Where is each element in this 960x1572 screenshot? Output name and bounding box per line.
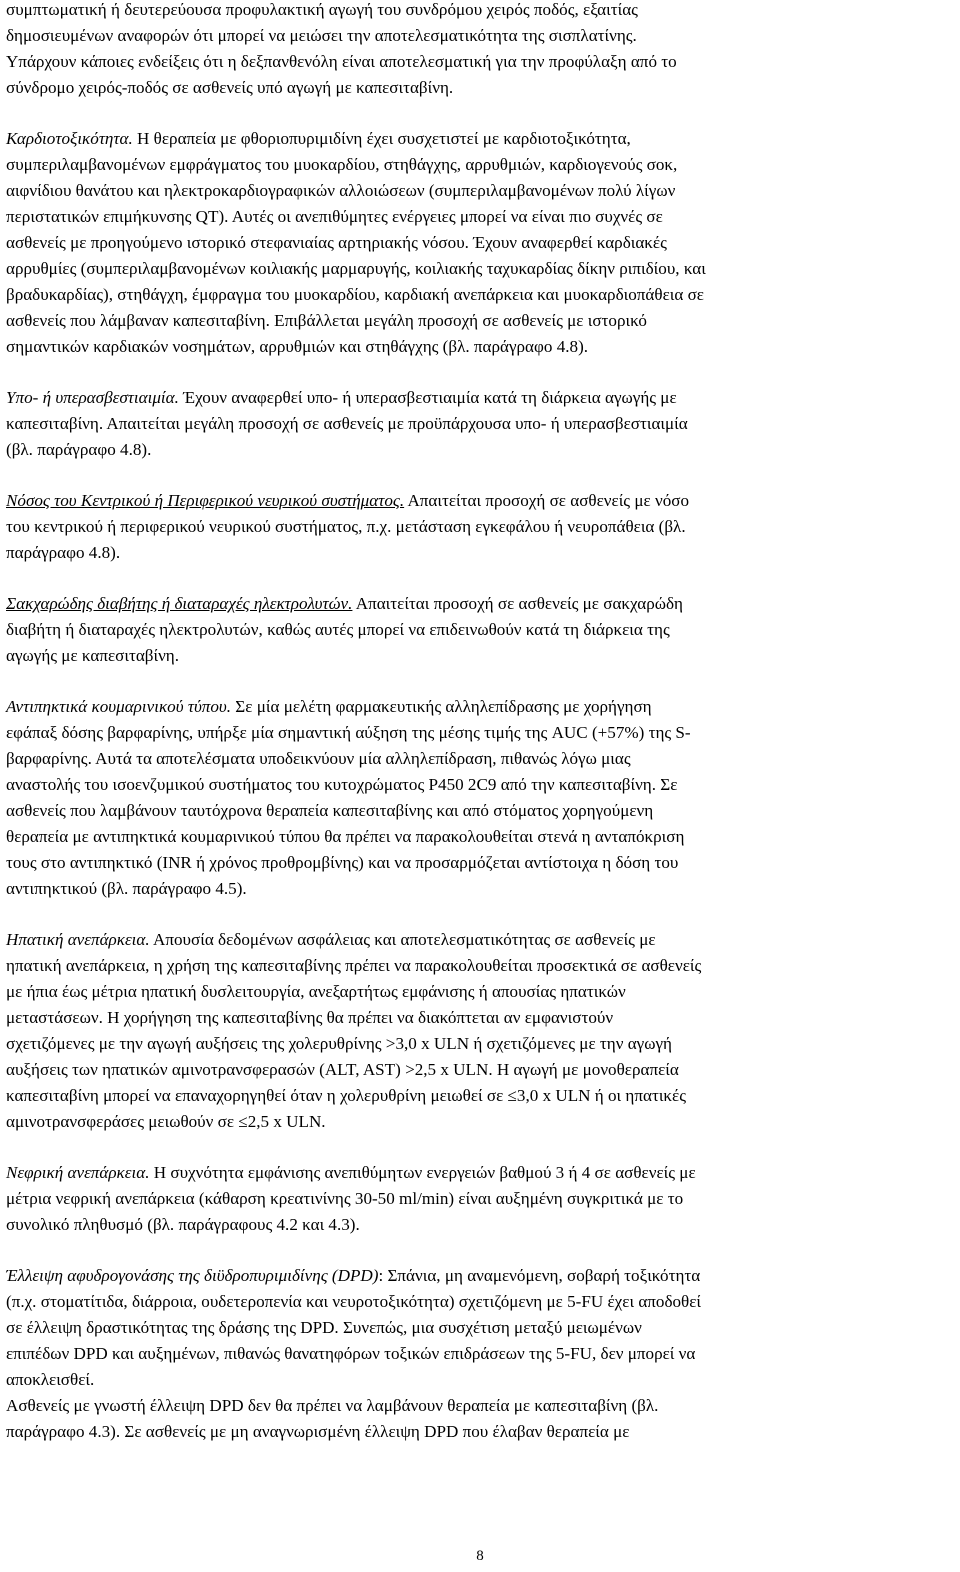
paragraph-dpd: Έλλειψη αφυδρογονάσης της διϋδροπυριμιδίνης (DPD): Σπάνια, μη αναμενόμενη, σοβαρή τοξικότητα (π.χ. στοματίτιδα, διάρροια, ουδετεροπενία και νευροτοξικότητα) σχετιζόμενη με 5-FU έχει αποδοθεί σε έλλειψη δραστικότητας της δράσης της DPD. Συνεπώς, μια συσχέτιση μεταξύ μειωμένων επιπέδων DPD και αυξημένων, πιθανώς θανατηφόρων τοξικών επιδράσεων της 5-FU, δεν μπορεί να αποκλεισθεί. (6, 1266, 702, 1389)
section-heading-cardiotoxicity: Καρδιοτοξικότητα. (6, 129, 133, 148)
paragraph-hepatic: Ηπατική ανεπάρκεια. Απουσία δεδομένων ασφάλειας και αποτελεσματικότητας σε ασθενείς με ηπατική ανεπάρκεια, η χρήση της καπεσιταβίνης πρέπει να παρακολουθείται προσεκτικά σε ασθενείς με ήπια έως μέτρια ηπατική δυσλειτουργία, ανεξαρτήτως εμφάνισης ή απουσίας ηπατικών μεταστάσεων. Η χορήγηση της καπεσιταβίνης θα πρέπει να διακόπτεται αν εμφανιστούν σχετιζόμενες με την αγωγή αυξήσεις της χολερυθρίνης >3,0 x ULN ή σχετιζόμενες με την αγωγή αυξήσεις των ηπατικών αμινοτρανσφερασών (ALT, AST) >2,5 x ULN. Η αγωγή με μονοθεραπεία καπεσιταβίνη μπορεί να επαναχορηγηθεί όταν η χολερυθρίνη μειωθεί σε ≤3,0 x ULN ή οι ηπατικές αμινοτρανσφεράσες μειωθούν σε ≤2,5 x ULN. (6, 930, 702, 1131)
document-page (6, 0, 954, 1445)
paragraph-cardiotoxicity: Καρδιοτοξικότητα. Η θεραπεία με φθοριοπυριμιδίνη έχει συσχετιστεί με καρδιοτοξικότητα, συμπεριλαμβανομένων εμφράγματος του μυοκαρδίου, στηθάγχης, αρρυθμιών, καρδιογενούς σοκ, αιφνίδιου θανάτου και ηλεκτροκαρδιογραφικών αλλοιώσεων (συμπεριλαμβανομένων πολύ λίγων περιστατικών επιμήκυνσης QT). Αυτές οι ανεπιθύμητες ενέργειες μπορεί να είναι πιο συχνές σε ασθενείς με προηγούμενο ιστορικό στεφανιαίας αρτηριακής νόσου. Έχουν αναφερθεί καρδιακές αρρυθμίες (συμπεριλαμβανομένων κοιλιακής μαρμαρυγής, κοιλιακής ταχυκαρδίας δίκην ριπιδίου, και βραδυκαρδίας), στηθάγχη, έμφραγμα του μυοκαρδίου, καρδιακή ανεπάρκεια και μυοκαρδιοπάθεια σε ασθενείς που λάμβαναν καπεσιταβίνη. Επιβάλλεται μεγάλη προσοχή σε ασθενείς με ιστορικό σημαντικών καρδιακών νοσημάτων, αρρυθμιών και στηθάγχης (βλ. παράγραφο 4.8). (6, 129, 706, 356)
paragraph-renal: Νεφρική ανεπάρκεια. Η συχνότητα εμφάνισης ανεπιθύμητων ενεργειών βαθμού 3 ή 4 σε ασθενείς με μέτρια νεφρική ανεπάρκεια (κάθαρση κρεατινίνης 30-50 ml/min) είναι αυξημένη συγκριτικά με το συνολικό πληθυσμό (βλ. παράγραφους 4.2 και 4.3). (6, 1163, 696, 1234)
paragraph-coumarin: Αντιπηκτικά κουμαρινικού τύπου. Σε μία μελέτη φαρμακευτικής αλληλεπίδρασης με χορήγηση εφάπαξ δόσης βαρφαρίνης, υπήρξε μία σημαντική αύξηση της μέσης τιμής της AUC (+57%) της S- βαρφαρίνης. Αυτά τα αποτελέσματα υποδεικνύουν μία αλληλεπίδραση, πιθανώς λόγω μιας αναστολής του ισοενζυμικού συστήματος του κυτοχρώματος P450 2C9 από την καπεσιταβίνη. Σε ασθενείς που λαμβάνουν ταυτόχρονα θεραπεία καπεσιταβίνης και από στόματος χορηγούμενη θεραπεία με αντιπηκτικά κουμαρινικού τύπου θα πρέπει να παρακολουθείται στενά η ανταπόκριση τους στο αντιπηκτικό (INR ή χρόνος προθρομβίνης) και να προσαρμόζεται αντίστοιχα η δόση του αντιπηκτικού (βλ. παράγραφο 4.5). (6, 697, 691, 898)
paragraph-calcium: Υπο- ή υπερασβεστιαιμία. Έχουν αναφερθεί υπο- ή υπερασβεστιαιμία κατά τη διάρκεια αγωγής με καπεσιταβίνη. Απαιτείται μεγάλη προσοχή σε ασθενείς με προϋπάρχουσα υπο- ή υπερασβεστιαιμία (βλ. παράγραφο 4.8). (6, 388, 688, 459)
paragraph-nervous-system: Νόσος του Κεντρικού ή Περιφερικού νευρικού συστήματος. Απαιτείται προσοχή σε ασθενείς με νόσο του κεντρικού ή περιφερικού νευρικού συστήματος, π.χ. μετάσταση εγκεφάλου ή νευροπάθεια (βλ. παράγραφο 4.8). (6, 491, 690, 562)
section-heading-dpd: Έλλειψη αφυδρογονάσης της διϋδροπυριμιδίνης (DPD) (6, 1266, 379, 1285)
paragraph-diabetes: Σακχαρώδης διαβήτης ή διαταραχές ηλεκτρολυτών. Απαιτείται προσοχή σε ασθενείς με σακχαρώδη διαβήτη ή διαταραχές ηλεκτρολυτών, καθώς αυτές μπορεί να επιδεινωθούν κατά τη διάρκεια της αγωγής με καπεσιταβίνη. (6, 594, 683, 665)
section-heading-renal: Νεφρική ανεπάρκεια. (6, 1163, 150, 1182)
section-heading-calcium: Υπο- ή υπερασβεστιαιμία. (6, 388, 179, 407)
section-heading-hepatic: Ηπατική ανεπάρκεια. (6, 930, 150, 949)
paragraph-dpd-contraindication: Ασθενείς με γνωστή έλλειψη DPD δεν θα πρέπει να λαμβάνουν θεραπεία με καπεσιταβίνη (βλ. παράγραφο 4.3). Σε ασθενείς με μη αναγνωρισμένη έλλειψη DPD που έλαβαν θεραπεία με (6, 1396, 659, 1441)
section-heading-coumarin: Αντιπηκτικά κουμαρινικού τύπου. (6, 697, 232, 716)
section-heading-diabetes: Σακχαρώδης διαβήτης ή διαταραχές ηλεκτρολυτών. (6, 594, 353, 613)
paragraph-intro: συμπτωματική ή δευτερεύουσα προφυλακτική αγωγή του συνδρόμου χειρός ποδός, εξαιτίας δημοσιευμένων αναφορών ότι μπορεί να μειώσει την αποτελεσματικότητα της σισπλατίνης. Υπάρχουν κάποιες ενδείξεις ότι η δεξπανθενόλη είναι αποτελεσματική για την προφύλαξη από το σύνδρομο χειρός-ποδός σε ασθενείς υπό αγωγή με καπεσιταβίνη. (6, 0, 677, 97)
section-heading-nervous-system: Νόσος του Κεντρικού ή Περιφερικού νευρικού συστήματος. (6, 491, 405, 510)
page-number: 8 (476, 1548, 484, 1564)
